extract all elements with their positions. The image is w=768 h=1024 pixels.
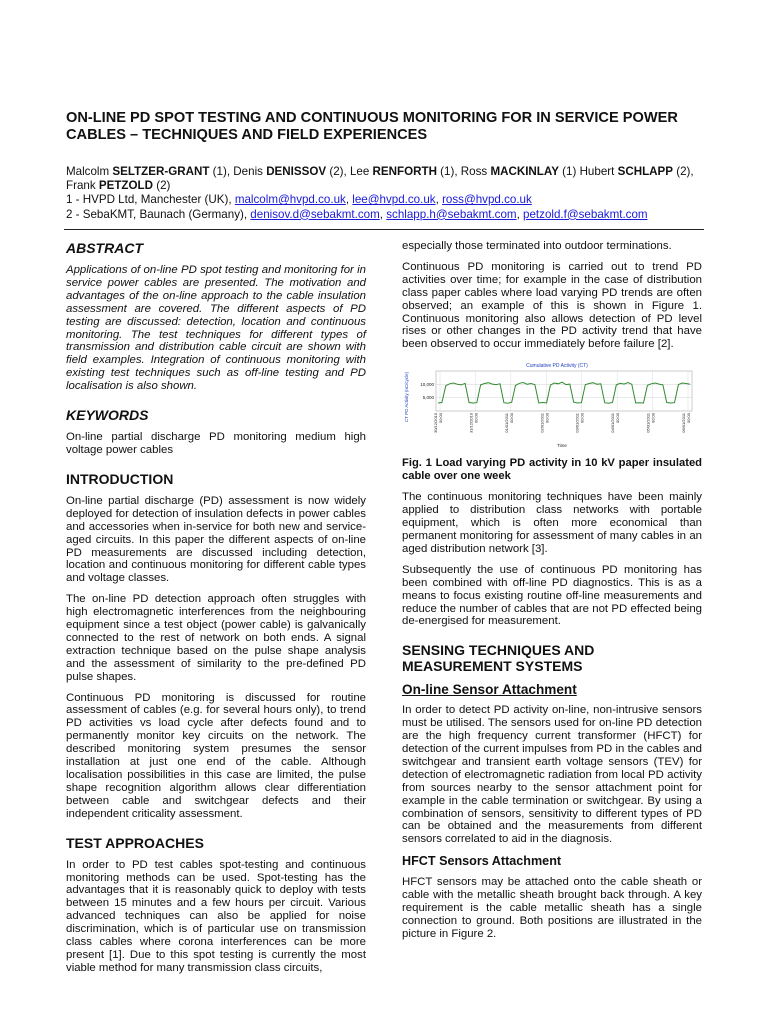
chart-ylabel: CT PD Activity (nC/cycle) [404,372,409,423]
chart-xtick-label: 00:00 [508,413,514,424]
intro-paragraph: The on-line PD detection approach often struggles with high electromagnetic interferences from the neighbouring equipment since a test object (power cable) is galvanically connected to the rest of network on both ends. A signal extraction technique based on the pulse shape analysis and the assessment of similarity to the pre-defined PD pulse shapes. [66,593,366,683]
chart-series-line [438,382,690,403]
author: Ross MACKINLAY (1) [460,165,580,178]
hfct-paragraph: HFCT sensors may be attached onto the cable sheath or cable with the metallic sheath brought back through. A key requirement is the cable metallic sheath has a single connection to ground. Both positions are illustrated in the picture in Figure 2. [402,876,702,940]
chart-ytick-label: 5,000 [422,395,434,401]
introduction-heading: INTRODUCTION [66,470,174,487]
pd-activity-chart [402,359,702,449]
test-approaches-heading: TEST APPROACHES [66,834,204,851]
sensing-heading: SENSING TECHNIQUES AND MEASUREMENT SYSTEMS [402,642,595,675]
intro-paragraph: Continuous PD monitoring is discussed for routine assessment of cables (e.g. for several hours only), to trend PD activities vs load cycle after defects found and to permanently monitor key circuits on the network. The described monitoring system presumes the sensor installation at just one end of the cable. Although localisation possibilities in this case are limited, the pulse shape recognition algorithm allows clear differentiation between cable and switchgear defects and their independent criticality assessment. [66,691,366,820]
continued-paragraph: especially those terminated into outdoor terminations. [402,240,672,252]
chart-xtick-label: 04/01/2011 [610,413,616,433]
chart-xtick-label: 03/01/2011 [574,413,580,433]
chart-xtick-label: 01/01/2011 [503,413,509,433]
affiliation-1: 1 - HVPD Ltd, Manchester (UK), malcolm@hvpd.co.uk, lee@hvpd.co.uk, ross@hvpd.co.uk [66,193,532,207]
chart-xtick-label: 00:00 [579,413,585,424]
abstract-heading: ABSTRACT [66,240,143,256]
affiliation-2: 2 - SebaKMT, Baunach (Germany), denisov.d@sebakmt.com, schlapp.h@sebakmt.com, petzold.f@sebakmt.com [66,207,648,221]
email-link[interactable]: lee@hvpd.co.uk [352,193,436,207]
monitoring-paragraph: Continuous PD monitoring is carried out to trend PD activities over time; for example in the case of distribution class paper cables where load varying PD trends are often observed; an example of this is shown in Figure 1. Continuous monitoring also allows detection of PD level rises or other changes in the PD activity trend that have been observed to occur immediately before failure [2]. [402,260,702,351]
body-paragraph: Subsequently the use of continuous PD monitoring has been combined with off-line PD diagnostics. This is as a means to focus existing routine off-line measurements and reduce the number of cables that are not PD effected being de-energised for measurement. [402,563,702,628]
header-divider [64,229,704,230]
author: Denis DENISSOV (2), [233,165,350,178]
left-column [66,240,366,983]
author-list [66,165,716,193]
paper-title: ON-LINE PD SPOT TESTING AND CONTINUOUS MONITORING FOR IN SERVICE POWER CABLES – TECHNIQUES AND FIELD EXPERIENCES [66,110,678,143]
author: Hubert SCHLAPP (2), [579,165,694,178]
body-paragraph: The continuous monitoring techniques have been mainly applied to distribution class networks with portable equipment, which is often more economical than permanent monitoring for assessment of many cables in an aged distribution network [3]. [402,491,702,555]
email-link[interactable]: petzold.f@sebakmt.com [523,207,648,221]
chart-xtick-label: 00:00 [544,413,550,424]
figure-caption: Fig. 1 Load varying PD activity in 10 kV paper insulated cable over one week [402,457,702,483]
author: Malcolm SELTZER-GRANT (1), [66,165,234,178]
chart-xtick-label: 00:00 [650,413,656,424]
chart-xtick-label: 00:00 [473,413,479,424]
keywords-text: On-line partial discharge PD monitoring medium high voltage power cables [66,431,366,456]
author: Frank PETZOLD (2) [66,179,171,193]
author-block [66,165,716,222]
intro-paragraph: On-line partial discharge (PD) assessment is now widely deployed for detection of insulation defects in power cables and accessories when in-service for both new and service-aged circuits. In this paper the different aspects of on-line PD measurements are discussed including detection, location and continuous monitoring for different cable types and voltage classes. [66,494,366,585]
keywords-heading: KEYWORDS [66,407,149,424]
chart-xtick-label: 00:00 [438,413,443,424]
chart-xtick-label: 02/01/2011 [539,413,545,433]
chart-xlabel: Time [557,443,567,449]
figure-1 [402,359,702,449]
chart-xtick-label: 06/01/2011 [681,413,686,433]
chart-ytick-label: 10,000 [420,382,434,388]
chart-xtick-label: 00:00 [686,413,691,424]
email-link[interactable]: malcolm@hvpd.co.uk [234,193,346,207]
online-sensor-paragraph: In order to detect PD activity on-line, non-intrusive sensors must be utilised. The sensors used for on-line PD detection are the high frequency current transformer (HFCT) for detection of the current impulses from PD in the cables and switchgear and transient earth voltage sensors (TEV) for detection of electromagnetic radiation from local PD activity from sources nearby to the sensor attachment point for example in the cable termination or switchgear. By using a combination of sensors, sensitivity to different types of PD can be obtained and the measurements from different sensors correlated to aid in the diagnosis. [402,704,702,846]
chart-xtick-label: 31/12/2010 [468,413,474,434]
abstract-text: Applications of on-line PD spot testing and monitoring for in service power cables are presented. The motivation and advantages of the on-line approach to the cable insulation assessment are covered. The different aspects of PD testing are discussed: detection, location and continuous monitoring. The test techniques for different types of transmission and distribution cable circuit are shown with field examples. Integration of continuous monitoring with existing test techniques such as off-line testing and PD localisation is also shown. [66,264,366,393]
chart-plot-area [436,371,692,411]
test-paragraph: In order to PD test cables spot-testing and continuous monitoring methods can be used. Spot-testing has the advantages that it is reasonably quick to deploy with tests between 15 minutes and a few hours per circuit. Various advanced techniques can also be applied for noise discrimination, which is of particular use on transmission class cables where corona interferences can be more present [1]. Due to this spot testing is currently the most viable method for many transmission class circuits, [66,858,366,974]
chart-xtick-label: 05/01/2011 [645,413,651,433]
email-link[interactable]: denisov.d@sebakmt.com [250,207,380,221]
author: Lee RENFORTH (1), [349,165,461,178]
chart-xtick-label: 30/12/2010 [433,413,438,434]
online-sensor-heading: On-line Sensor Attachment [402,682,577,698]
hfct-heading: HFCT Sensors Attachment [402,854,562,869]
chart-xtick-label: 00:00 [615,413,621,424]
chart-title: Cumulative PD Activity (CT) [526,363,588,370]
email-link[interactable]: schlapp.h@sebakmt.com [386,207,517,221]
email-link[interactable]: ross@hvpd.co.uk [442,193,532,207]
right-column [402,240,702,949]
